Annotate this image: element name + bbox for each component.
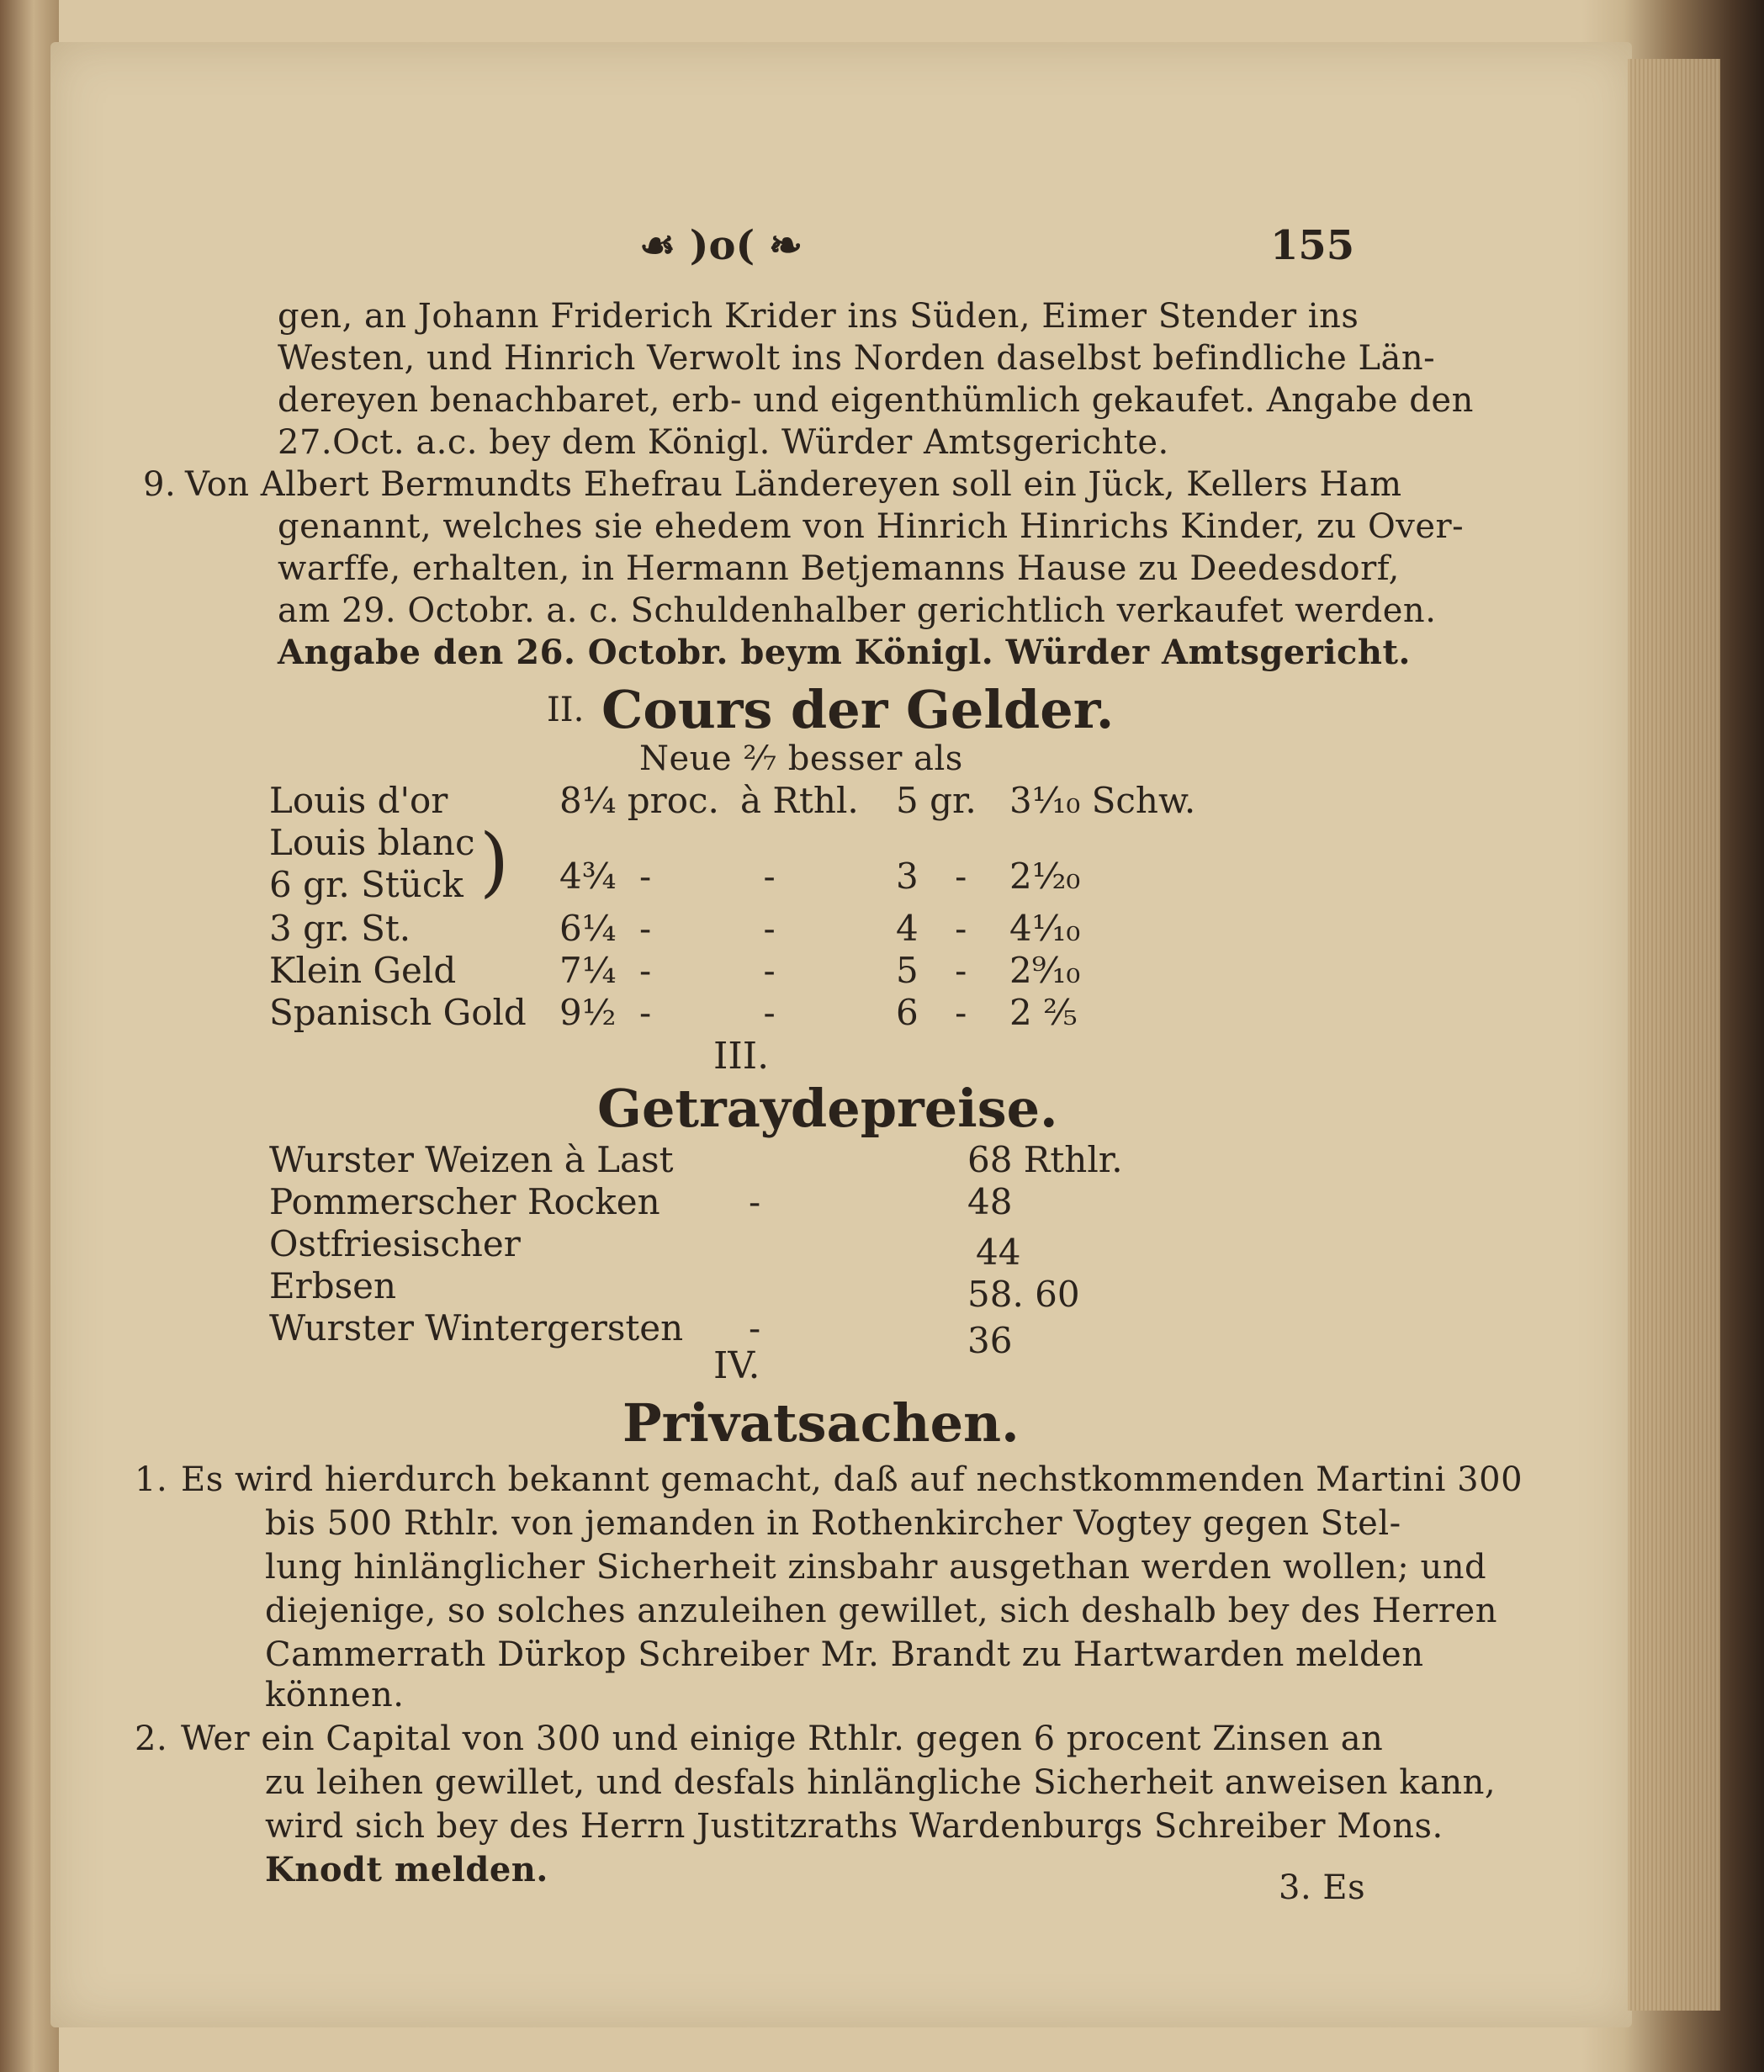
section-title: Cours der Gelder. bbox=[601, 679, 1115, 740]
text-line: gen, an Johann Friderich Krider ins Süden, Eimer Stender ins bbox=[278, 297, 1359, 336]
currency-schwaren: 3¹⁄₁₀ Schw. bbox=[1009, 780, 1196, 821]
currency-unit: - - bbox=[639, 992, 776, 1033]
currency-unit: - - bbox=[639, 856, 776, 897]
page-edges bbox=[1628, 59, 1720, 2011]
text-line: am 29. Octobr. a. c. Schuldenhalber gerichtlich verkaufet werden. bbox=[278, 591, 1437, 630]
currency-unit: à Rthl. bbox=[740, 780, 859, 821]
item-number: 1. bbox=[135, 1460, 168, 1499]
currency-name: Spanisch Gold bbox=[269, 992, 527, 1033]
text-line: warffe, erhalten, in Hermann Betjemanns Hause zu Deedesdorf, bbox=[278, 549, 1400, 588]
currency-rate: 7¼ bbox=[559, 950, 617, 991]
grain-name: Wurster Weizen à Last bbox=[269, 1139, 674, 1180]
text-line: Angabe den 26. Octobr. beym Königl. Würder Amtsgericht. bbox=[278, 633, 1411, 672]
text-line: wird sich bey des Herrn Justitzraths Wardenburgs Schreiber Mons. bbox=[265, 1807, 1444, 1846]
grain-name: Erbsen bbox=[269, 1265, 397, 1306]
page-number: 155 bbox=[1270, 222, 1355, 269]
grain-name: Ostfriesischer bbox=[269, 1223, 521, 1264]
currency-groschen: 3 - bbox=[896, 856, 967, 897]
currency-name: Louis blanc bbox=[269, 822, 475, 863]
currency-name: Klein Geld bbox=[269, 950, 457, 991]
grain-price: 36 bbox=[967, 1320, 1013, 1361]
currency-schwaren: 2¹⁄₂₀ bbox=[1009, 856, 1081, 897]
currency-unit: - - bbox=[639, 950, 776, 991]
section-numeral: II. bbox=[547, 691, 585, 729]
item-number: 2. bbox=[135, 1720, 168, 1758]
currency-schwaren: 2⁹⁄₁₀ bbox=[1009, 950, 1081, 991]
currency-groschen: 5 - bbox=[896, 950, 967, 991]
currency-schwaren: 4¹⁄₁₀ bbox=[1009, 908, 1081, 949]
text-line: lung hinlänglicher Sicherheit zinsbahr ausgethan werden wollen; und bbox=[265, 1548, 1487, 1587]
grain-name: Pommerscher Rocken bbox=[269, 1181, 660, 1222]
text-line: genannt, welches sie ehedem von Hinrich Hinrichs Kinder, zu Over- bbox=[278, 507, 1465, 546]
section-subtitle: Neue ²⁄₇ besser als bbox=[639, 739, 963, 778]
section-title: Getraydepreise. bbox=[597, 1078, 1058, 1139]
text-line: bis 500 Rthlr. von jemanden in Rothenkircher Vogtey gegen Stel- bbox=[265, 1504, 1401, 1543]
text-line: Knodt melden. bbox=[265, 1850, 548, 1889]
bracket-glyph: ) bbox=[479, 818, 510, 906]
text-line: zu leihen gewillet, und desfals hinlängliche Sicherheit anweisen kann, bbox=[265, 1763, 1496, 1802]
grain-price: 48 bbox=[967, 1181, 1013, 1222]
catchword: 3. Es bbox=[1279, 1868, 1366, 1907]
item-number: 9. bbox=[143, 465, 177, 504]
text-line: Cammerrath Dürkop Schreiber Mr. Brandt zu Hartwarden melden bbox=[265, 1635, 1424, 1674]
text-line: Wer ein Capital von 300 und einige Rthlr. gegen 6 procent Zinsen an bbox=[181, 1720, 1384, 1758]
text-line: Es wird hierdurch bekannt gemacht, daß auf nechstkommenden Martini 300 bbox=[181, 1460, 1523, 1499]
currency-rate: 6¼ bbox=[559, 908, 617, 949]
currency-rate: 4¾ bbox=[559, 856, 617, 897]
currency-name: Louis d'or bbox=[269, 780, 448, 821]
currency-rate: 8¼ proc. bbox=[559, 780, 719, 821]
section-title: Privatsachen. bbox=[622, 1392, 1020, 1454]
text-line: Von Albert Bermundts Ehefrau Ländereyen soll ein Jück, Kellers Ham bbox=[185, 465, 1402, 504]
grain-mark: - bbox=[749, 1181, 761, 1222]
section-numeral: IV. bbox=[713, 1344, 760, 1387]
currency-groschen: 6 - bbox=[896, 992, 967, 1033]
header-ornament: ☙ )o( ❧ bbox=[639, 222, 803, 269]
section-numeral: III. bbox=[713, 1035, 770, 1078]
currency-name: 6 gr. Stück bbox=[269, 864, 464, 905]
text-line: Westen, und Hinrich Verwolt ins Norden daselbst befindliche Län- bbox=[278, 339, 1436, 378]
grain-price: 58. 60 bbox=[967, 1274, 1080, 1315]
currency-unit: - - bbox=[639, 908, 776, 949]
currency-rate: 9½ bbox=[559, 992, 617, 1033]
text-line: 27.Oct. a.c. bey dem Königl. Würder Amtsgerichte. bbox=[278, 423, 1169, 462]
text-line: können. bbox=[265, 1676, 405, 1714]
currency-schwaren: 2 ²⁄₅ bbox=[1009, 992, 1078, 1033]
grain-name: Wurster Wintergersten bbox=[269, 1307, 684, 1349]
currency-name: 3 gr. St. bbox=[269, 908, 411, 949]
text-line: diejenige, so solches anzuleihen gewillet, sich deshalb bey des Herren bbox=[265, 1592, 1497, 1630]
currency-groschen: 4 - bbox=[896, 908, 967, 949]
grain-mark: - bbox=[749, 1307, 761, 1349]
grain-price: 44 bbox=[976, 1232, 1021, 1273]
text-line: dereyen benachbaret, erb- und eigenthümlich gekaufet. Angabe den bbox=[278, 381, 1474, 420]
currency-groschen: 5 gr. bbox=[896, 780, 977, 821]
grain-price: 68 Rthlr. bbox=[967, 1139, 1123, 1180]
